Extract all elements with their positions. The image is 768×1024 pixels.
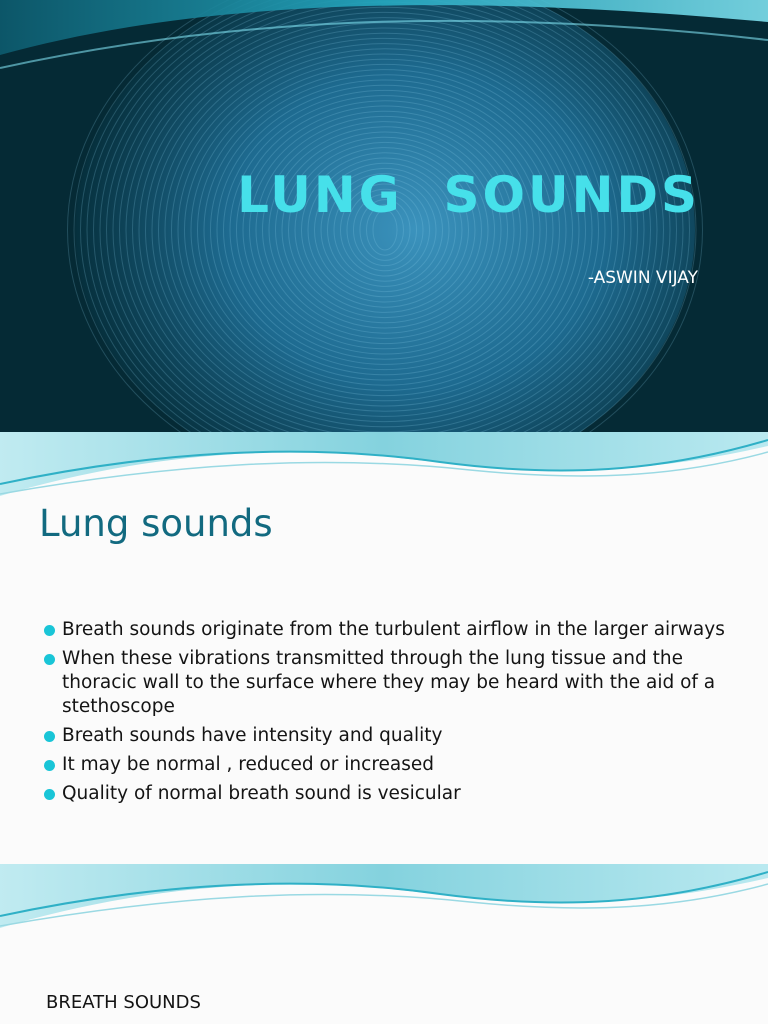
bullet-dot-icon [44,625,55,636]
presentation-title: LUNG SOUNDS [237,166,700,224]
bullet-dot-icon [44,760,55,771]
bullet-dot-icon [44,654,55,665]
author-name: -ASWIN VIJAY [587,268,698,288]
list-item: It may be normal , reduced or increased [44,753,734,777]
content-slide [0,432,768,864]
bullet-dot-icon [44,789,55,800]
slide-heading: BREATH SOUNDS [46,992,201,1013]
list-item: Breath sounds originate from the turbulent airflow in the larger airways [44,618,734,642]
list-item: Quality of normal breath sound is vesicular [44,782,734,806]
third-slide [0,864,768,1024]
list-item: When these vibrations transmitted through the lung tissue and the thoracic wall to the surface where they may be heard with the aid of a stethoscope [44,647,734,719]
slide-heading: Lung sounds [39,502,273,545]
title-slide [0,0,768,432]
bullet-dot-icon [44,731,55,742]
bullet-list [44,618,734,811]
list-item: Breath sounds have intensity and quality [44,724,734,748]
